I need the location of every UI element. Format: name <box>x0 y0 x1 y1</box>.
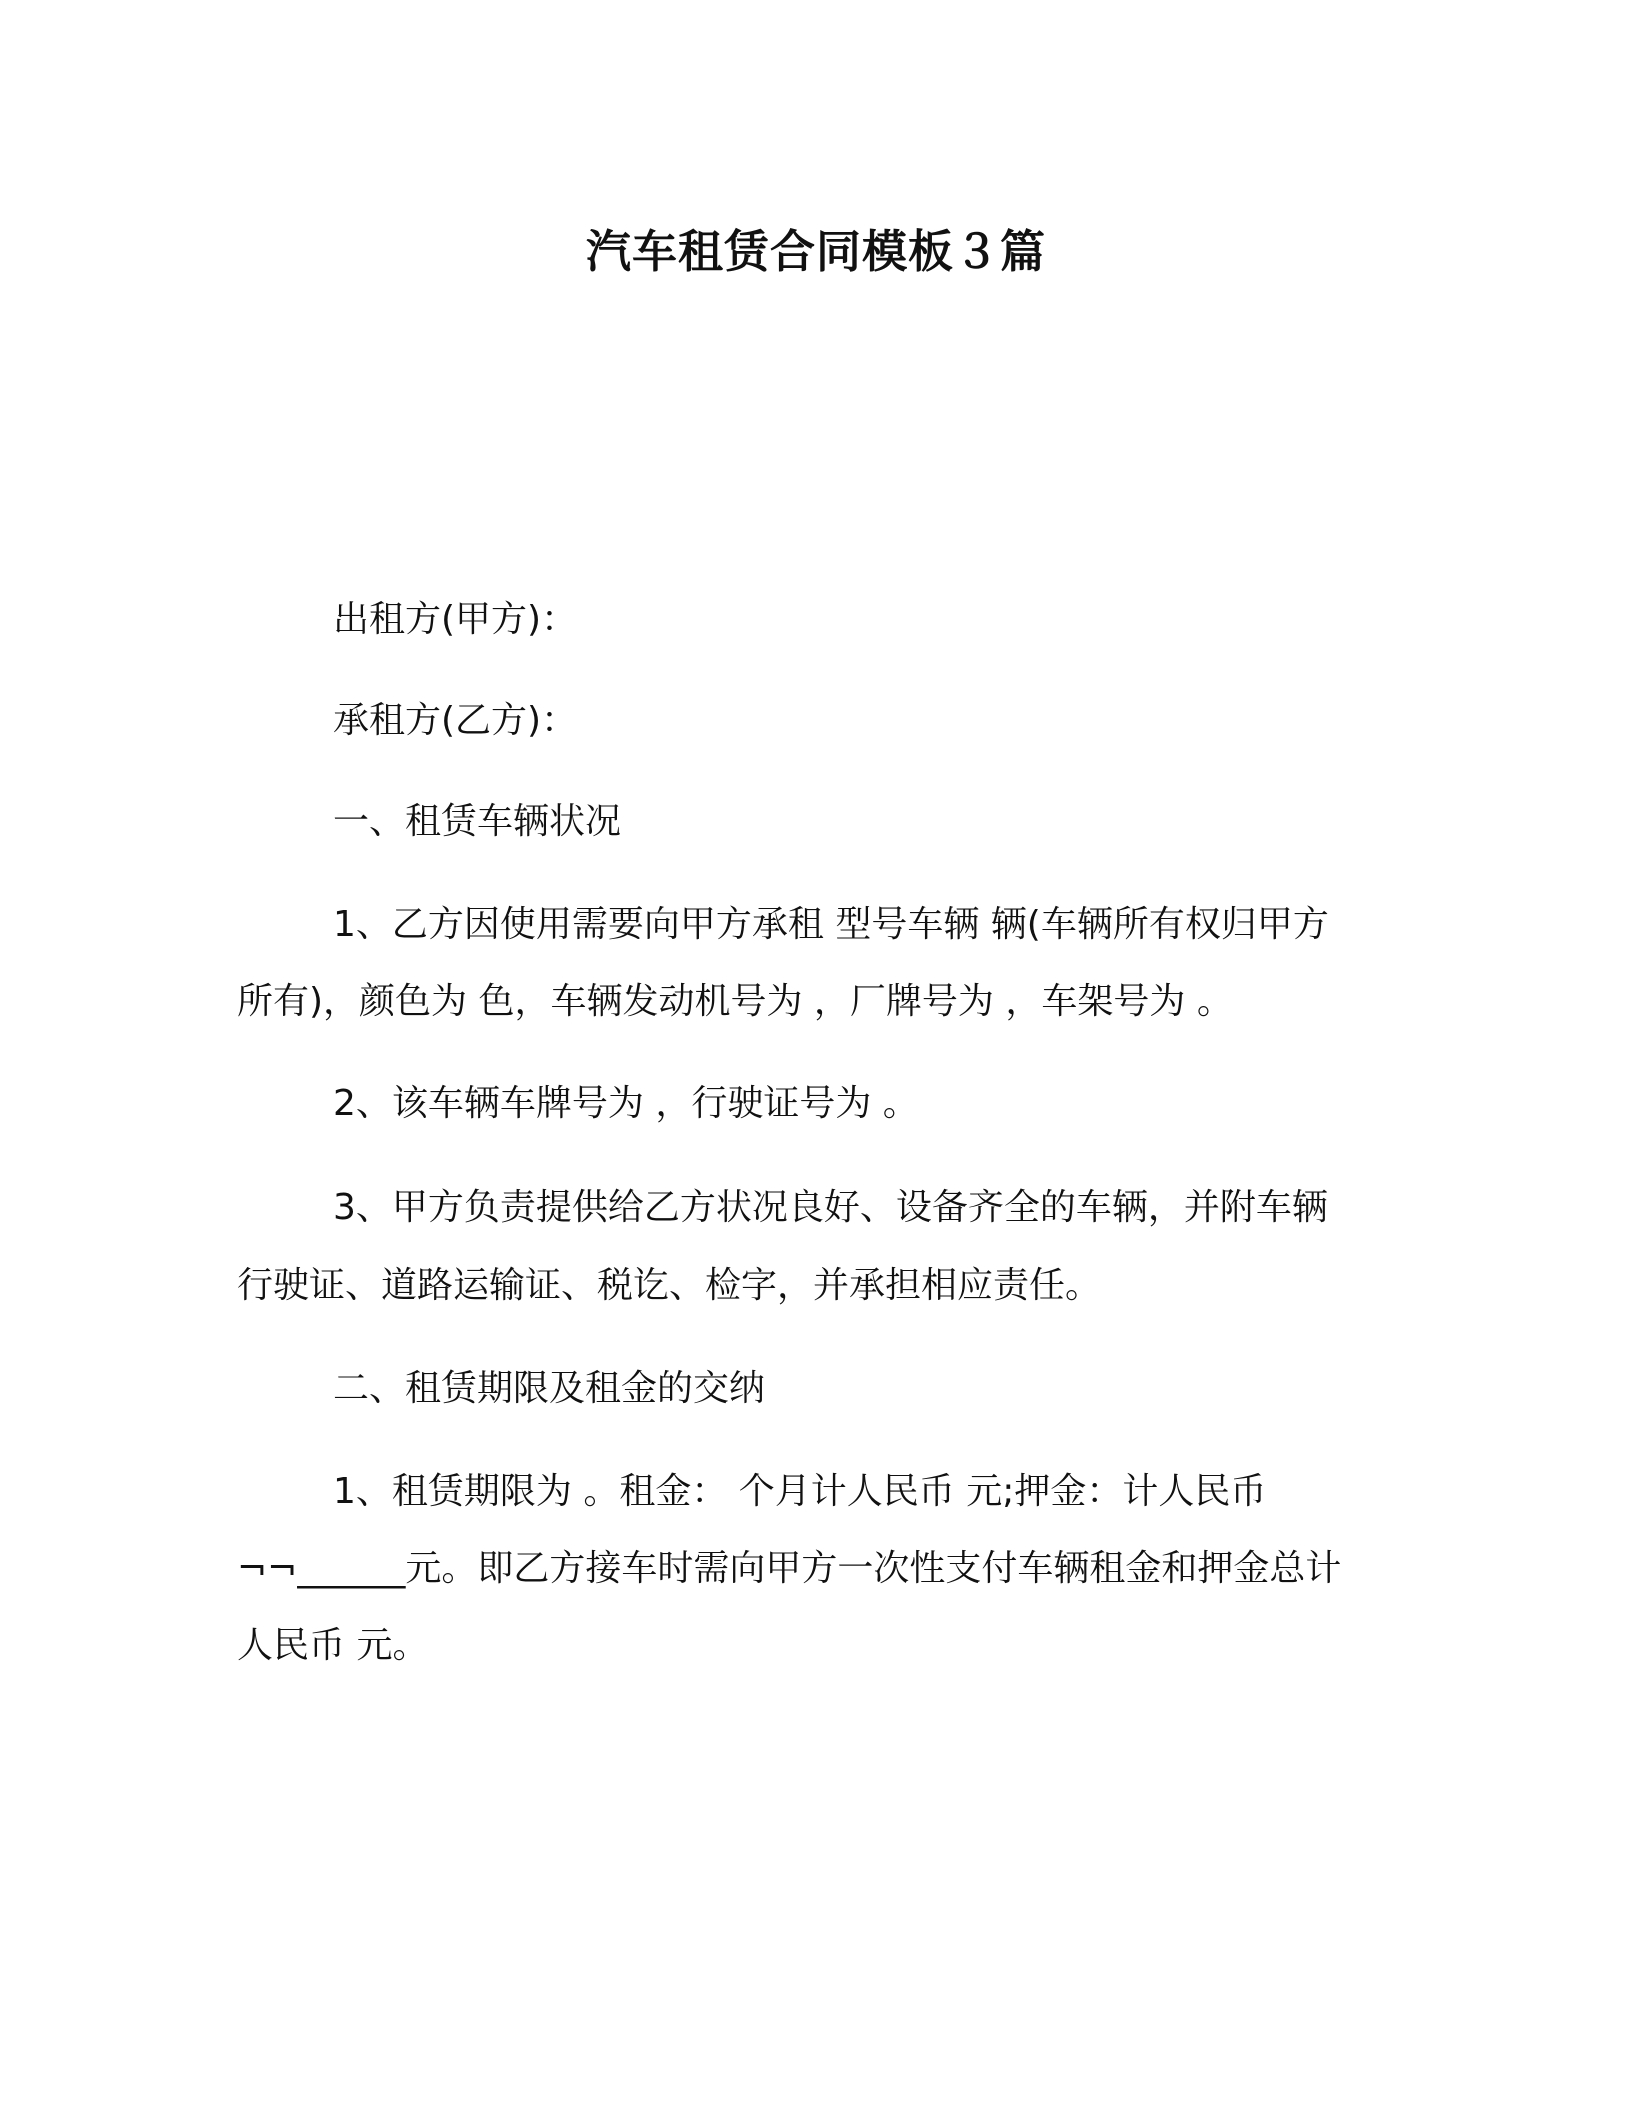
document-title: 汽车租赁合同模板３篇 <box>585 225 1046 278</box>
section-heading-vehicle: 一、租赁车辆状况 <box>333 801 622 842</box>
section-heading-term-rent: 二、租赁期限及租金的交纳 <box>333 1368 766 1409</box>
clause-1-1-line-2: 所有)，颜色为 色，车辆发动机号为 ，厂牌号为 ，车架号为 。 <box>237 981 1233 1022</box>
clause-1-3-line-1: 3、甲方负责提供给乙方状况良好、设备齐全的车辆，并附车辆 <box>333 1187 1328 1228</box>
clause-1-1-line-1: 1、乙方因使用需要向甲方承租 型号车辆 辆(车辆所有权归甲方 <box>333 904 1329 945</box>
clause-1-3-line-2: 行驶证、道路运输证、税讫、检字，并承担相应责任。 <box>237 1265 1102 1306</box>
clause-2-1-line-1: 1、租赁期限为 。租金： 个月计人民币 元;押金：计人民币 <box>333 1471 1267 1512</box>
clause-1-2: 2、该车辆车牌号为 ，行驶证号为 。 <box>333 1083 919 1124</box>
lessee-line: 承租方(乙方)： <box>333 700 578 741</box>
clause-2-1-line-2: ¬¬______元。即乙方接车时需向甲方一次性支付车辆租金和押金总计 <box>237 1548 1342 1589</box>
lessor-line: 出租方(甲方)： <box>333 599 578 640</box>
clause-2-1-line-3: 人民币 元。 <box>237 1625 429 1666</box>
